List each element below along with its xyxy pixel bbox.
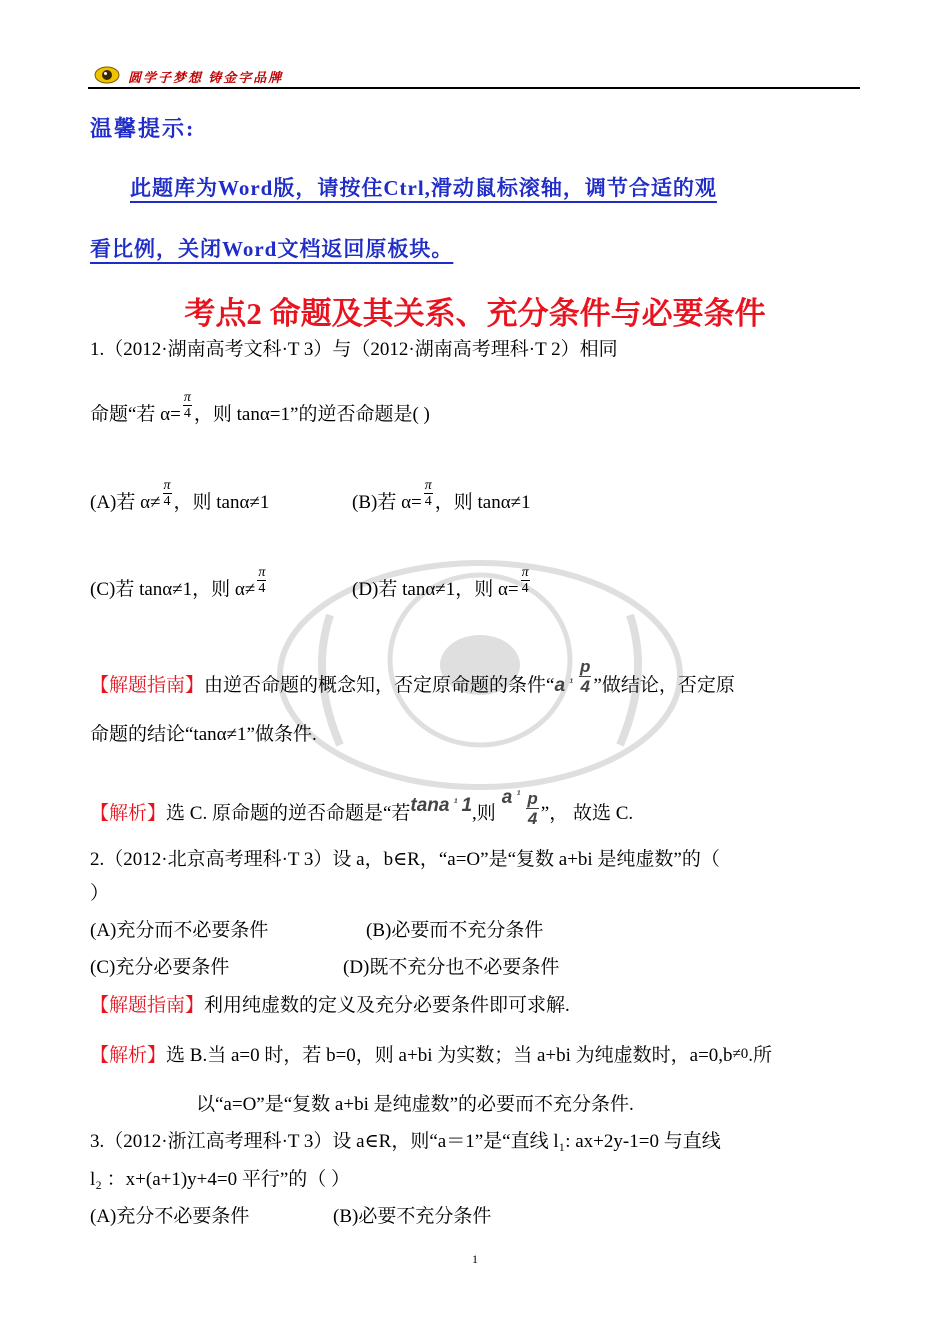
header-slogan: 圆学子梦想 铸金字品牌 [128,70,284,85]
logo-icon [94,66,120,84]
q2-stem: 2.（2012·北京高考理科·T 3）设 a，b∈R，“a=O”是“复数 a+bi 是纯虚数”的（ [90,849,720,870]
q3-stem-cont: l₂ ：x+(a+1)y+4=0 平行”的（ ） [90,1169,351,1190]
q1-option-b: (B)若 α= $\frac{\pi}{4}$ ，则 tanα≠1 [352,478,531,513]
q1-option-c: (C)若 tanα≠1，则 α≠ $\frac{\pi}{4}$ [90,565,266,600]
q1-proposition-text-a: 命题“若 α= [90,403,181,425]
p-over-4: $\frac{p}{4}$ [527,789,538,828]
tip-line-1: 此题库为Word版，请按住Ctrl,滑动鼠标滚轴，调节合适的观 [130,176,717,200]
pi-over-4: $\frac{\pi}{4}$ [521,565,529,596]
analysis-label: 【解析】 [90,802,167,824]
q1-proposition [90,390,430,431]
guide-label: 【解题指南】 [90,995,205,1016]
section-heading: 考点2 命题及其关系、充分条件与必要条件 [184,296,766,331]
tip-title: 温馨提示: [90,116,196,141]
analysis-label: 【解析】 [90,1045,167,1066]
q1-proposition-text-b: ，则 tanα=1”的逆否命题是( ) [193,403,430,425]
q1-guide: 【解题指南】由逆否命题的概念知，否定原命题的条件“a $^{^1}$ $\frac{p}{4}$ ”做结论，否定原 [90,657,735,696]
q2-option-c: (C)充分必要条件 [90,957,230,978]
q2-analysis: 【解析】选 B.当 a=0 时，若 b=0，则 a+bi 为实数；当 a+bi 为纯虚数时，a=0,b≠0.所 [90,1045,773,1066]
q1-stem: 1.（2012·湖南高考文科·T 3）与（2012·湖南高考理科·T 2）相同 [90,339,618,360]
tan-alpha-symbol: tana [410,794,450,816]
pi-over-4: $\frac{\pi}{4}$ [258,565,266,596]
p-over-4: $\frac{p}{4}$ [580,657,591,696]
q1-option-d: (D)若 tanα≠1，则 α= $\frac{\pi}{4}$ [352,565,529,600]
q2-analysis-line-2: 以“a=O”是“复数 a+bi 是纯虚数”的必要而不充分条件. [196,1094,634,1115]
page-number: 1 [472,1252,478,1266]
pi-over-4: $\frac{\pi}{4}$ [183,390,191,421]
guide-label: 【解题指南】 [90,674,205,696]
q2-stem-cont: ） [90,883,110,904]
pi-over-4: $\frac{\pi}{4}$ [424,478,432,509]
q1-option-a: (A)若 α≠ $\frac{\pi}{4}$ ，则 tanα≠1 [90,478,270,513]
q1-guide-line-2: 命题的结论“tanα≠1”做条件. [90,724,317,745]
alpha-symbol: a [554,674,566,696]
q2-option-d: (D)既不充分也不必要条件 [343,957,560,978]
q1-analysis: 【解析】选 C. 原命题的逆否命题是“若tana $^{^1}$ 1,则a $^{^1}$ $\frac{p}{4}$ ”， 故选 C. [90,786,634,828]
header-divider [88,87,860,89]
q2-guide: 【解题指南】利用纯虚数的定义及充分必要条件即可求解. [90,995,570,1016]
q2-option-a: (A)充分而不必要条件 [90,920,269,941]
q3-stem: 3.（2012·浙江高考理科·T 3）设 a∈R，则“a＝1”是“直线 l₁: ax+2y-1=0 与直线 [90,1131,721,1152]
pi-over-4: $\frac{\pi}{4}$ [163,478,171,509]
q3-option-a: (A)充分不必要条件 [90,1206,250,1227]
q3-option-b: (B)必要不充分条件 [333,1206,492,1227]
q2-option-b: (B)必要而不充分条件 [366,920,544,941]
tip-line-2: 看比例，关闭Word文档返回原板块。 [90,237,454,261]
